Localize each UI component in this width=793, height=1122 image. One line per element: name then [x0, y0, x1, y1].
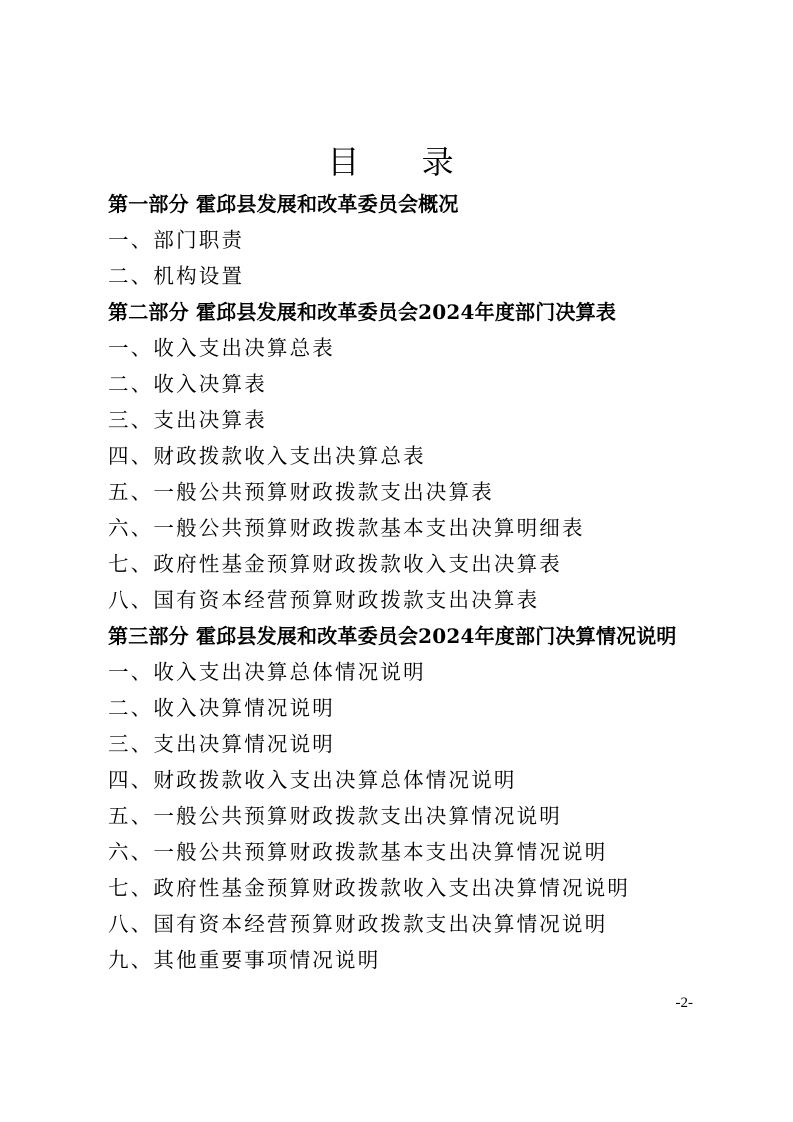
toc-part-2: 第二部分 霍邱县发展和改革委员会2024年度部门决算表	[108, 300, 617, 324]
page-title: 目 录	[327, 143, 480, 181]
toc-item: 九、其他重要事项情况说明	[108, 948, 381, 972]
toc-item: 七、政府性基金预算财政拨款收入支出决算情况说明	[108, 876, 631, 900]
toc-item: 一、收入支出决算总体情况说明	[108, 660, 426, 684]
toc-item: 四、财政拨款收入支出决算总体情况说明	[108, 768, 517, 792]
toc-item: 五、一般公共预算财政拨款支出决算情况说明	[108, 804, 562, 828]
toc-item: 一、部门职责	[108, 228, 245, 252]
toc-item: 二、收入决算情况说明	[108, 696, 335, 720]
toc-item: 三、支出决算表	[108, 408, 267, 432]
toc-item: 四、财政拨款收入支出决算总表	[108, 444, 426, 468]
toc-item: 一、收入支出决算总表	[108, 336, 335, 360]
toc-item: 六、一般公共预算财政拨款基本支出决算明细表	[108, 516, 585, 540]
toc-item: 八、国有资本经营预算财政拨款支出决算情况说明	[108, 912, 608, 936]
toc-item: 三、支出决算情况说明	[108, 732, 335, 756]
toc-part-3: 第三部分 霍邱县发展和改革委员会2024年度部门决算情况说明	[108, 624, 677, 648]
toc-part-1: 第一部分 霍邱县发展和改革委员会概况	[108, 192, 459, 216]
toc-item: 五、一般公共预算财政拨款支出决算表	[108, 480, 494, 504]
toc-item: 二、机构设置	[108, 264, 245, 288]
toc-item: 七、政府性基金预算财政拨款收入支出决算表	[108, 552, 562, 576]
table-of-contents	[108, 186, 748, 978]
page-number: -2-	[675, 995, 693, 1011]
toc-item: 二、收入决算表	[108, 372, 267, 396]
toc-item: 八、国有资本经营预算财政拨款支出决算表	[108, 588, 540, 612]
toc-item: 六、一般公共预算财政拨款基本支出决算情况说明	[108, 840, 608, 864]
